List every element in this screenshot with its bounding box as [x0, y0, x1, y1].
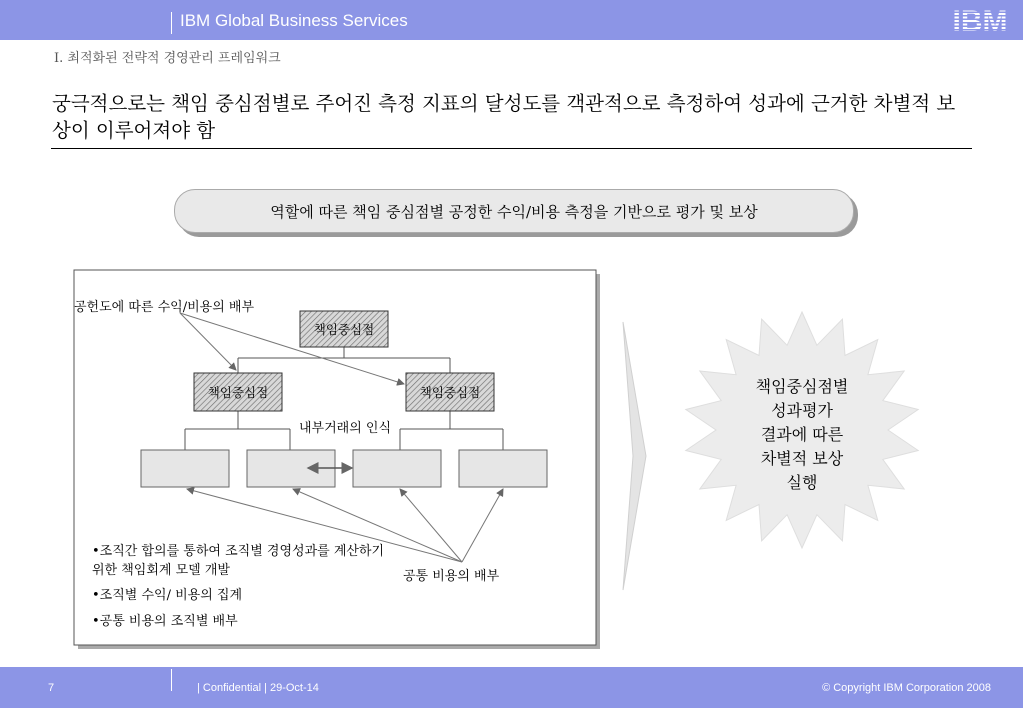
footer-bar: [0, 667, 1023, 708]
summary-banner-text: 역할에 따른 책임 중심점별 공정한 수익/비용 측정을 기반으로 평가 및 보상: [270, 202, 758, 221]
starburst-line: 실행: [786, 473, 818, 492]
starburst-line: 책임중심점별: [755, 377, 849, 396]
starburst-line: 결과에 따른: [760, 425, 844, 444]
bullet-item-3: [92, 612, 238, 631]
leaf-node-3: [353, 450, 441, 487]
header-title: IBM Global Business Services: [180, 11, 408, 30]
footer-copyright: © Copyright IBM Corporation 2008: [822, 682, 991, 694]
bullet-text: 조직별 수익/ 비용의 집계: [99, 588, 243, 603]
node-mid-right-label: 책임중심점: [419, 385, 481, 400]
page-number: 7: [48, 682, 55, 694]
breadcrumb: Ⅰ. 최적화된 전략적 경영관리 프레임워크: [54, 51, 281, 66]
bullet-text: 공통 비용의 조직별 배부: [99, 614, 238, 629]
leaf-node-1: [141, 450, 229, 487]
label-internal-transaction: 내부거래의 인식: [298, 421, 392, 436]
bullet-item-2: [92, 586, 242, 605]
footer-confidential: | Confidential | 29-Oct-14: [197, 682, 319, 694]
bullet-mark: •: [92, 614, 100, 629]
bullet-mark: •: [92, 588, 100, 603]
bullet-text: 조직간 합의를 통하여 조직별 경영성과를 계산하기 위한 책임회계 모델 개발: [92, 544, 385, 578]
label-contribution: 공헌도에 따른 수익/비용의 배부: [74, 300, 255, 315]
ibm-logo-text: IBM: [952, 6, 1008, 34]
footer-divider: [171, 669, 172, 691]
leaf-node-4: [459, 450, 547, 487]
node-top-label: 책임중심점: [313, 322, 375, 337]
node-mid-left-label: 책임중심점: [207, 385, 269, 400]
starburst-line: 성과평가: [771, 401, 833, 420]
starburst-line: 차별적 보상: [760, 449, 844, 468]
starburst-text: [716, 375, 888, 495]
bullet-mark: •: [92, 544, 100, 559]
label-common-cost: 공통 비용의 배부: [403, 569, 500, 584]
page-title: 궁극적으로는 책임 중심점별로 주어진 측정 지표의 달성도를 객관적으로 측정하여 성과에 근거한 차별적 보상이 이루어져야 함: [52, 92, 956, 142]
bullet-item-1: [92, 542, 397, 580]
flow-chevron: [623, 322, 646, 590]
